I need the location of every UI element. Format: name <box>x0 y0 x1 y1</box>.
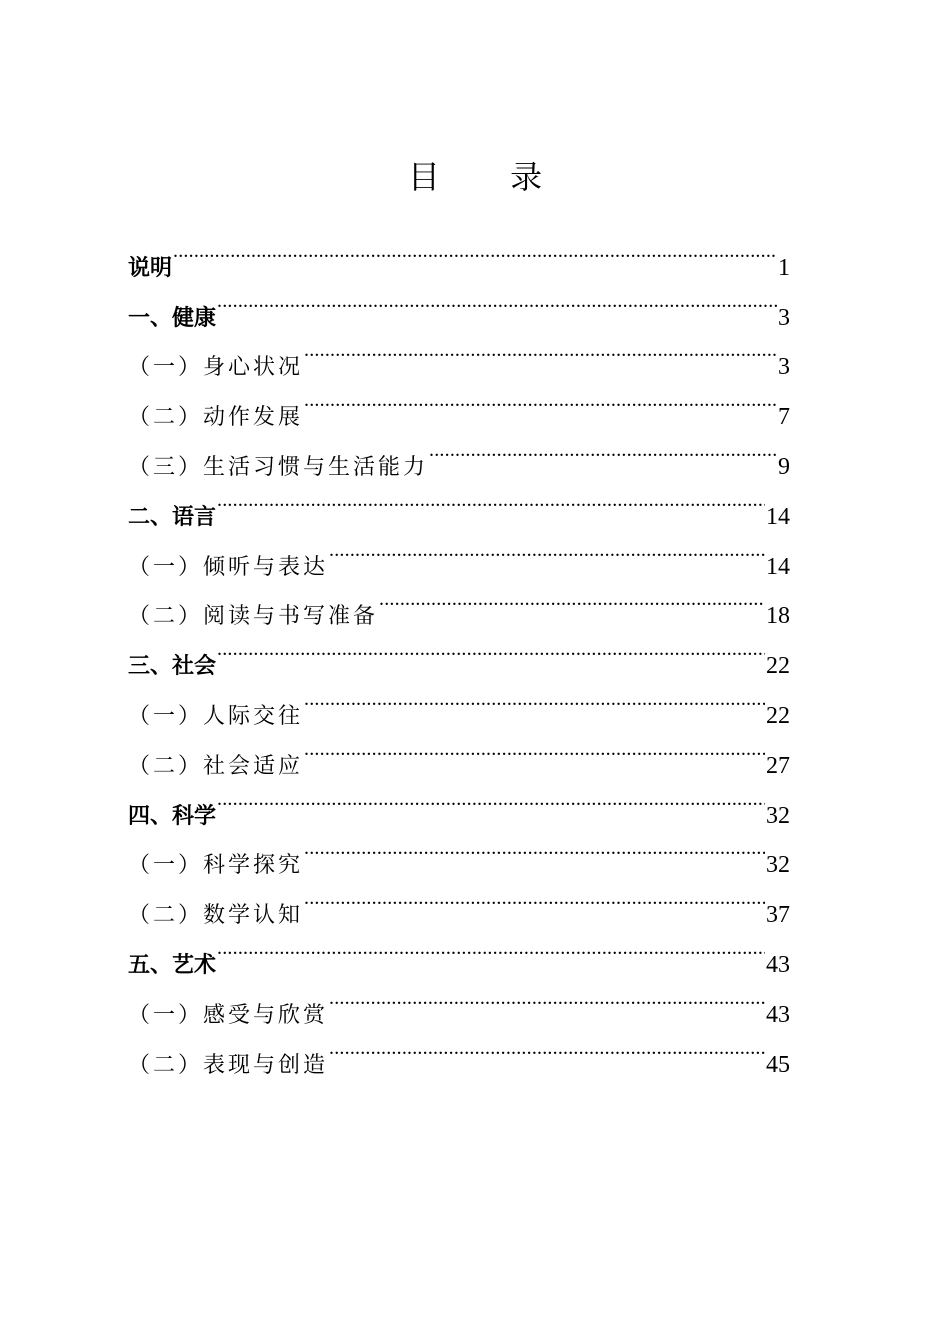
toc-leader-dots <box>217 773 765 823</box>
toc-entry[interactable] <box>128 673 790 729</box>
toc-leader-dots <box>429 424 777 474</box>
toc-entry-label: （二）数学认知 <box>128 903 304 929</box>
toc-entry[interactable] <box>128 524 790 580</box>
toc-entry-label: 一、健康 <box>128 305 217 331</box>
toc-entry-label: 二、语言 <box>128 504 217 530</box>
toc-leader-dots <box>304 673 765 723</box>
toc-entry-label: （一）科学探究 <box>128 853 304 879</box>
toc-entry[interactable] <box>128 474 790 530</box>
toc-page-number: 3 <box>778 304 790 331</box>
toc-entry-label: （三）生活习惯与生活能力 <box>128 454 429 480</box>
toc-leader-dots <box>304 823 765 873</box>
toc-leader-dots <box>217 922 765 972</box>
toc-page-number: 1 <box>778 254 790 281</box>
toc-leader-dots <box>304 374 777 424</box>
toc-entry[interactable] <box>128 823 790 879</box>
toc-entry-label: （二）动作发展 <box>128 405 304 431</box>
toc-entry-label: 三、社会 <box>128 654 217 680</box>
toc-page-number: 22 <box>766 702 790 729</box>
toc-page-number: 7 <box>778 404 790 431</box>
toc-page-number: 32 <box>766 802 790 829</box>
toc-leader-dots <box>304 325 777 375</box>
toc-title: 目 录 <box>407 158 573 196</box>
toc-page-number: 18 <box>766 603 790 630</box>
toc-page-number: 9 <box>778 453 790 480</box>
toc-leader-dots <box>329 1022 765 1072</box>
toc-entry-label: 四、科学 <box>128 803 217 829</box>
toc-page-number: 32 <box>766 852 790 879</box>
toc-entry[interactable] <box>128 225 790 281</box>
toc-leader-dots <box>329 524 765 574</box>
toc-entry-label: （二）阅读与书写准备 <box>128 604 379 630</box>
toc-page-number: 43 <box>766 951 790 978</box>
toc-entry-label: （一）倾听与表达 <box>128 554 329 580</box>
toc-entry[interactable] <box>128 623 790 680</box>
toc-entry[interactable] <box>128 325 790 381</box>
toc-page-number: 3 <box>778 354 790 381</box>
toc-leader-dots <box>217 474 765 524</box>
toc-entry[interactable] <box>128 922 790 978</box>
toc-leader-dots <box>379 574 765 624</box>
toc-page-number: 27 <box>766 752 790 779</box>
toc-leader-dots <box>217 275 777 325</box>
toc-list <box>128 225 790 1078</box>
toc-leader-dots <box>173 225 777 275</box>
toc-entry-label: （二）社会适应 <box>128 753 304 779</box>
toc-entry-label: （一）人际交往 <box>128 703 304 729</box>
toc-leader-dots <box>217 623 765 673</box>
toc-entry-label: （二）表现与创造 <box>128 1052 329 1078</box>
toc-page-number: 43 <box>766 1001 790 1028</box>
toc-entry-label: 说明 <box>128 255 173 281</box>
toc-leader-dots <box>304 723 765 773</box>
toc-entry-label: （一）感受与欣赏 <box>128 1002 329 1028</box>
toc-page-number: 22 <box>766 653 790 680</box>
toc-page-number: 45 <box>766 1051 790 1078</box>
toc-page-number: 14 <box>766 503 790 530</box>
toc-entry[interactable] <box>128 275 790 331</box>
toc-leader-dots <box>304 872 765 922</box>
toc-entry[interactable] <box>128 773 790 829</box>
toc-entry-label: 五、艺术 <box>128 952 217 978</box>
toc-entry-label: （一）身心状况 <box>128 355 304 381</box>
toc-page-number: 37 <box>766 902 790 929</box>
toc-page-number: 14 <box>766 553 790 580</box>
toc-leader-dots <box>329 972 765 1022</box>
toc-entry[interactable] <box>128 972 790 1028</box>
